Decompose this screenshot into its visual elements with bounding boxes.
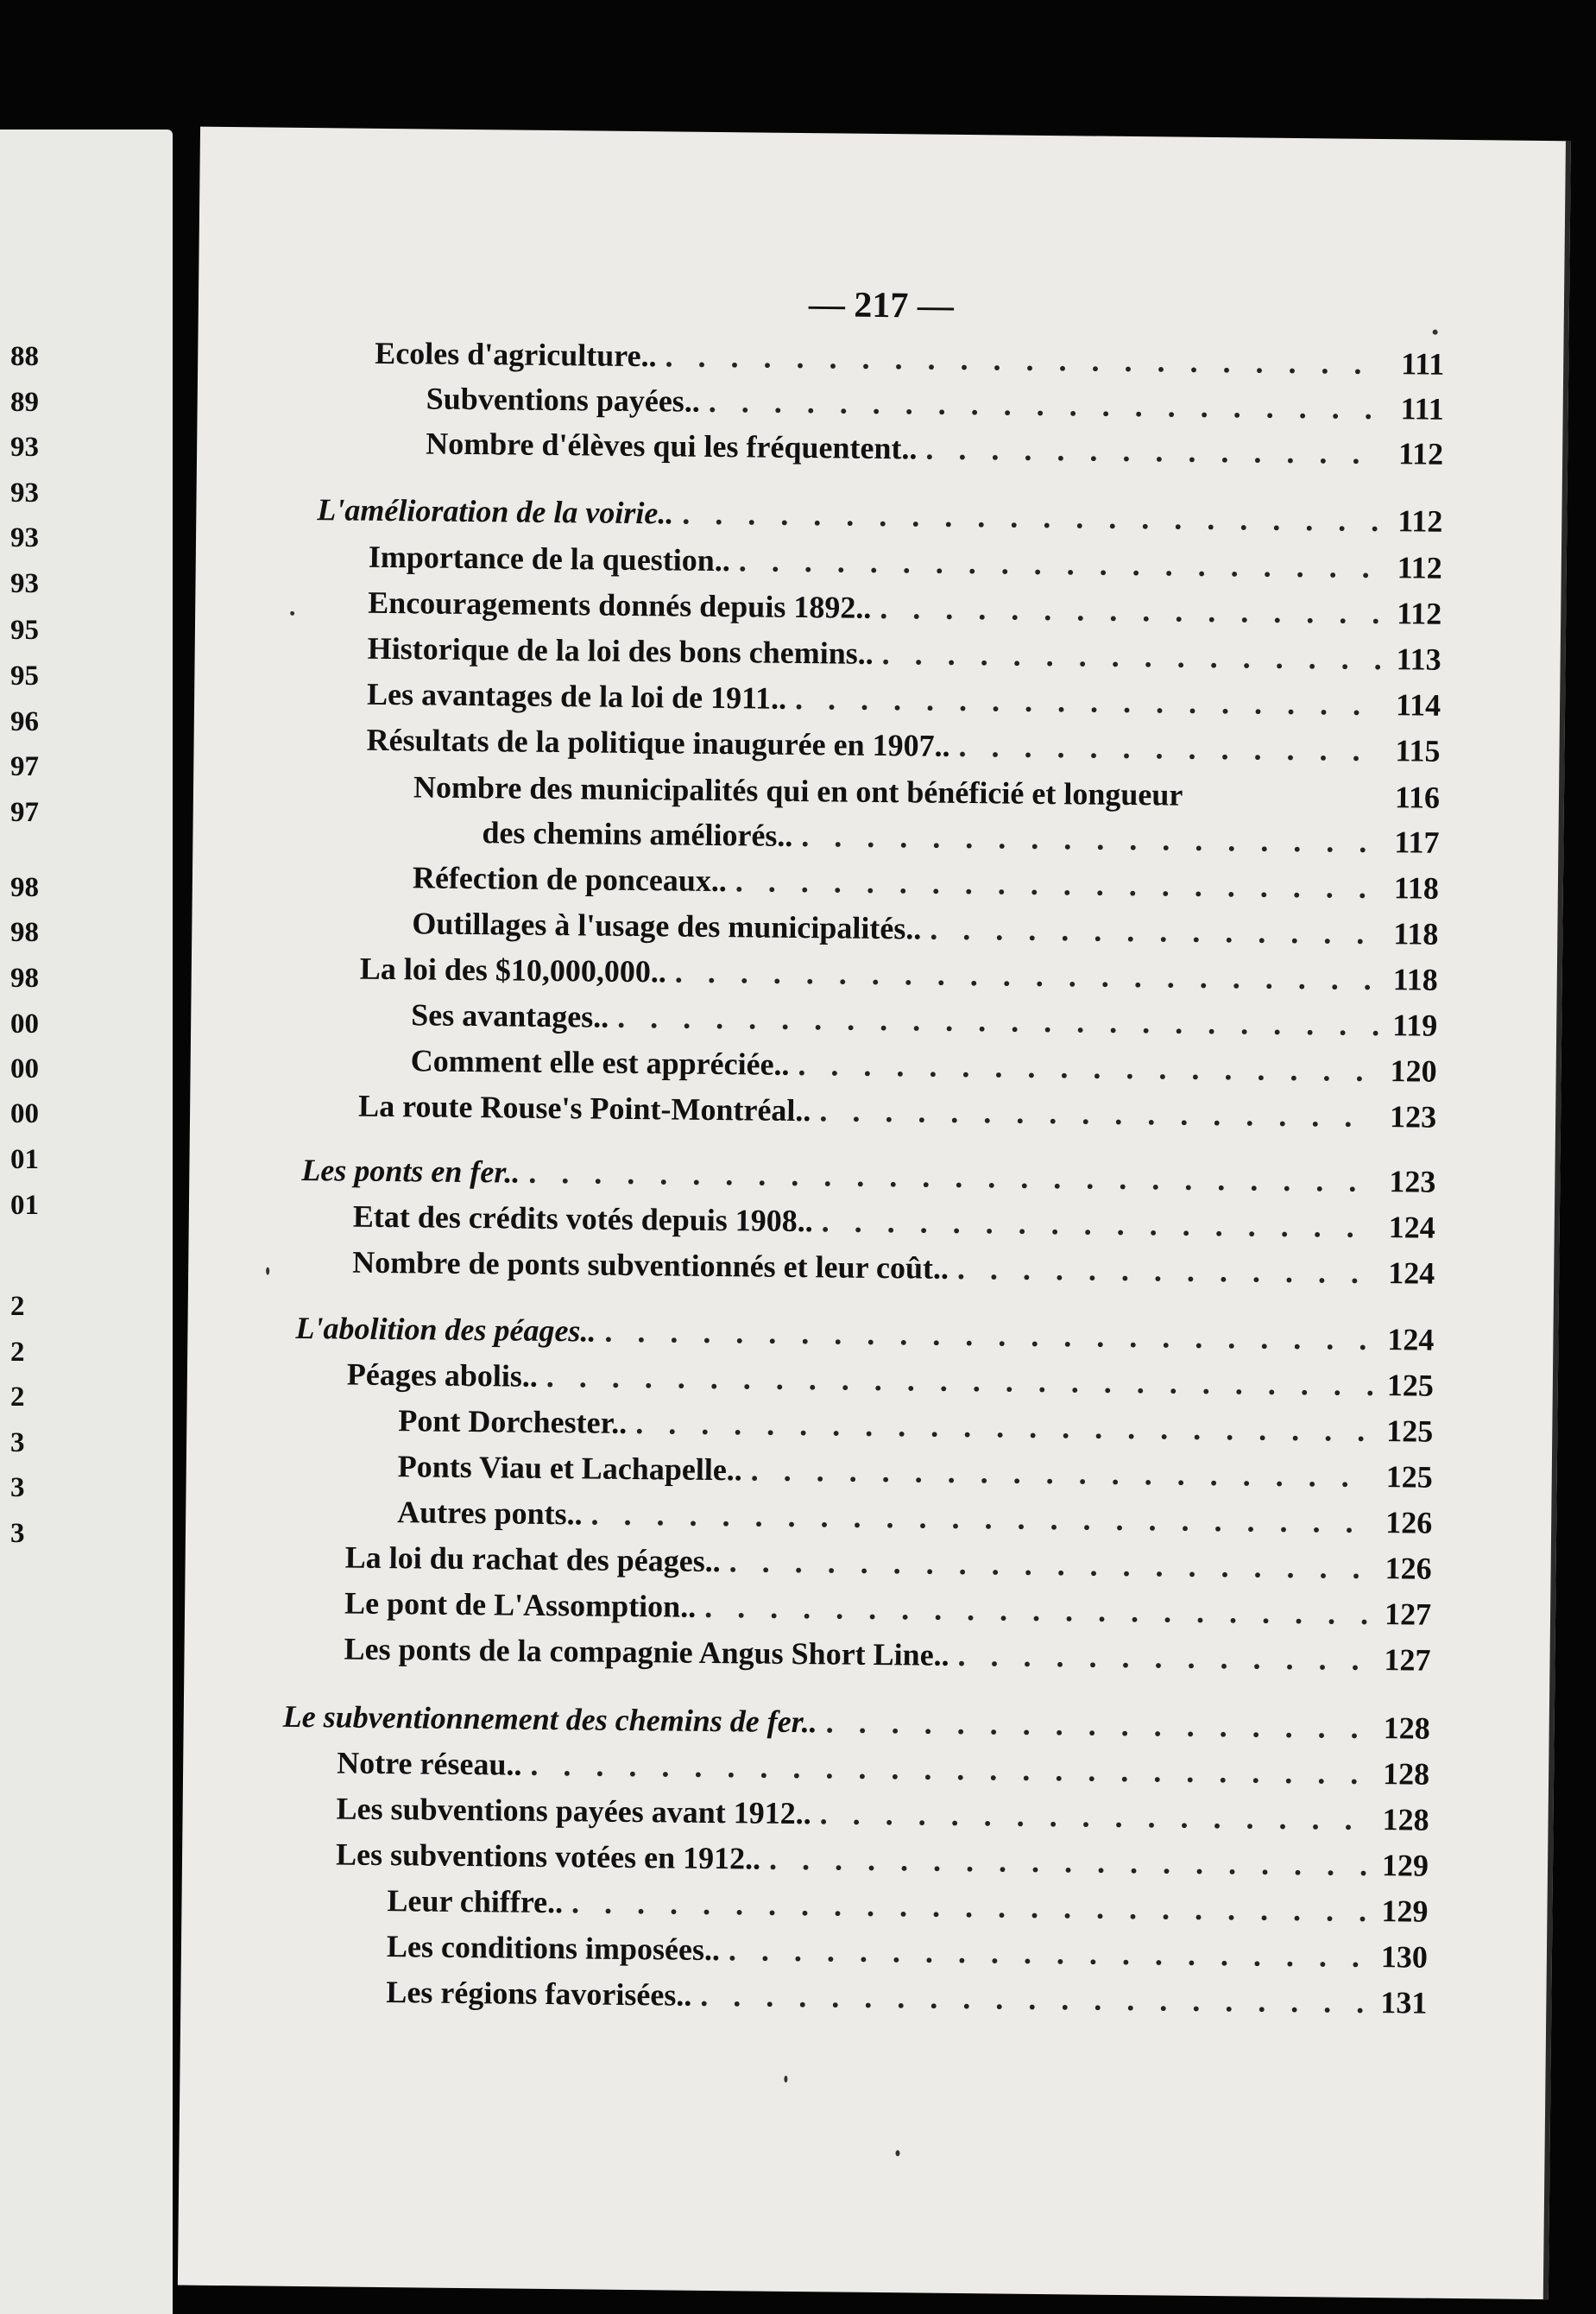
toc-entry-page: 124 xyxy=(1388,1255,1435,1291)
toc-entry-label: Réfection de ponceaux.. xyxy=(412,860,728,899)
leader-dots xyxy=(795,680,1382,724)
toc-entry-label: Les subventions votées en 1912.. xyxy=(335,1837,761,1876)
toc-entry xyxy=(366,721,1440,770)
leader-dots xyxy=(822,1202,1377,1246)
leader-dots xyxy=(819,1091,1378,1135)
toc-entry-page: 111 xyxy=(1400,391,1444,427)
leader-dots xyxy=(729,1542,1372,1587)
toc-entry-page: 129 xyxy=(1381,1848,1429,1883)
leader-dots xyxy=(957,1636,1372,1679)
toc-entry-label: Leur chiffre.. xyxy=(387,1883,564,1920)
toc-entry-page: 118 xyxy=(1393,870,1440,906)
toc-entry-label: Résultats de la politique inaugurée en 1907.. xyxy=(366,722,950,763)
left-page-number: 98 xyxy=(10,963,39,994)
toc-entry-label: Les ponts de la compagnie Angus Short Line.. xyxy=(344,1631,949,1672)
left-page-number: 00 xyxy=(10,1098,39,1129)
toc-entry-page: 120 xyxy=(1390,1053,1437,1089)
left-page-number: 93 xyxy=(10,432,39,463)
leader-dots xyxy=(735,862,1380,907)
toc-entry xyxy=(337,1743,1429,1792)
toc-entry xyxy=(398,1401,1433,1451)
left-page-number: 3 xyxy=(10,1427,25,1458)
left-page-number: 01 xyxy=(10,1190,39,1221)
toc-entry-page: 129 xyxy=(1381,1894,1429,1929)
toc-entry-page: 128 xyxy=(1382,1802,1429,1837)
toc-entry-page: 111 xyxy=(1401,346,1445,382)
toc-entry-page: 115 xyxy=(1395,733,1441,768)
leader-dots xyxy=(798,1046,1378,1090)
left-page-number: 95 xyxy=(10,661,39,692)
toc-entry xyxy=(387,1881,1428,1931)
leader-dots xyxy=(958,727,1381,769)
toc-entry-page: 124 xyxy=(1387,1322,1435,1357)
left-page-number: 00 xyxy=(10,1053,39,1084)
left-page-number: 2 xyxy=(10,1291,25,1322)
toc-entry xyxy=(397,1493,1432,1542)
toc-entry xyxy=(412,904,1438,952)
leader-dots xyxy=(769,1840,1370,1884)
toc-entry-label: L'amélioration de la voirie.. xyxy=(317,492,674,531)
toc-entry-label: Autres ponts.. xyxy=(397,1495,583,1532)
toc-entry-page: 123 xyxy=(1389,1099,1437,1135)
left-page-number: 98 xyxy=(10,917,39,948)
toc-entry xyxy=(367,675,1441,724)
leader-dots xyxy=(604,1312,1375,1358)
toc-entry xyxy=(352,1243,1435,1293)
toc-entry xyxy=(426,379,1444,427)
toc-entry xyxy=(386,1973,1427,2022)
left-page-number: 93 xyxy=(10,477,39,509)
toc-entry-label: Le subventionnement des chemins de fer.. xyxy=(282,1698,817,1740)
toc-entry-label: La loi des $10,000,000.. xyxy=(359,951,667,989)
left-page-number: 3 xyxy=(10,1472,25,1503)
toc-entry xyxy=(367,629,1441,679)
leader-dots xyxy=(801,817,1380,861)
leader-dots xyxy=(571,1883,1370,1930)
leader-dots xyxy=(819,1794,1370,1838)
toc-entry-page: 118 xyxy=(1393,916,1439,952)
toc-entry xyxy=(369,538,1442,587)
toc-entry-page: 112 xyxy=(1397,436,1444,471)
toc-entry-continuation xyxy=(482,813,1439,862)
toc-section-heading xyxy=(295,1309,1434,1359)
toc-entry-label: Etat des crédits votés depuis 1908.. xyxy=(352,1198,814,1239)
left-page-number: 2 xyxy=(10,1337,25,1368)
toc-entry-page: 112 xyxy=(1396,596,1442,631)
toc-entry-label: Nombre d'élèves qui les fréquentent.. xyxy=(426,426,918,466)
leader-dots xyxy=(635,1404,1374,1450)
page-number: — 217 — xyxy=(808,285,955,326)
toc-entry-label: L'abolition des péages.. xyxy=(295,1310,596,1349)
left-page-number: 96 xyxy=(10,706,39,737)
toc-entry-label: Le pont de L'Assomption.. xyxy=(344,1585,697,1624)
toc-entry-label: Les conditions imposées.. xyxy=(386,1929,721,1968)
leader-dots xyxy=(957,1249,1377,1292)
toc-entry-label: Les subventions payées avant 1912.. xyxy=(336,1791,811,1831)
leader-dots xyxy=(704,1588,1372,1633)
toc-entry-page: 131 xyxy=(1380,1985,1428,2020)
toc-entry-page: 125 xyxy=(1386,1413,1434,1449)
left-page-number: 93 xyxy=(10,522,39,553)
toc-section-heading xyxy=(283,1698,1430,1748)
toc-entry xyxy=(411,1041,1437,1090)
toc-entry-page: 127 xyxy=(1384,1642,1431,1678)
paper-speck xyxy=(1433,330,1438,335)
toc-entry-label: Ecoles d'agriculture.. xyxy=(375,335,657,374)
leader-dots xyxy=(882,635,1383,678)
toc-entry-page: 127 xyxy=(1384,1596,1432,1632)
toc-entry-page: 112 xyxy=(1397,550,1442,585)
toc-entry xyxy=(336,1835,1429,1884)
document-page xyxy=(178,127,1571,2299)
toc-entry-label: Historique de la loi des bons chemins.. xyxy=(367,630,874,671)
left-page-fragment xyxy=(0,130,173,2314)
toc-section-heading xyxy=(301,1151,1435,1201)
toc-entry-page: 113 xyxy=(1396,642,1441,677)
toc-entry xyxy=(411,996,1437,1044)
toc-entry xyxy=(344,1630,1430,1679)
toc-entry-page: 123 xyxy=(1389,1164,1436,1199)
toc-entry xyxy=(398,1447,1433,1496)
toc-entry-page: 128 xyxy=(1383,1710,1430,1746)
toc-entry xyxy=(336,1789,1429,1838)
leader-dots xyxy=(682,495,1384,541)
toc-entry xyxy=(358,1087,1436,1136)
leader-dots xyxy=(930,910,1379,952)
toc-entry-label: Ponts Viau et Lachapelle.. xyxy=(397,1449,743,1488)
toc-entry xyxy=(413,858,1439,907)
toc-entry-label: Subventions payées.. xyxy=(426,381,701,419)
toc-entry xyxy=(344,1584,1431,1634)
toc-entry-label: Les avantages de la loi de 1911.. xyxy=(366,676,787,716)
toc-section-heading xyxy=(317,490,1442,541)
paper-speck xyxy=(290,611,294,616)
toc-entry-wrapped xyxy=(413,768,1440,816)
leader-dots xyxy=(751,1451,1374,1495)
toc-entry xyxy=(368,584,1441,633)
toc-entry-label: Ses avantages.. xyxy=(411,997,609,1034)
toc-entry-page: 124 xyxy=(1388,1210,1435,1245)
left-page-number: 00 xyxy=(10,1008,39,1040)
leader-dots xyxy=(590,1495,1373,1541)
toc-entry-page: 130 xyxy=(1380,1939,1429,1975)
toc-entry-page: 117 xyxy=(1394,825,1440,860)
toc-entry-label: Péages abolis.. xyxy=(346,1356,539,1394)
toc-entry-page: 125 xyxy=(1385,1459,1433,1495)
left-page-number: 97 xyxy=(10,751,39,782)
left-page-number: 88 xyxy=(10,341,39,372)
toc-entry-label: Pont Dorchester.. xyxy=(398,1403,628,1440)
toc-entry-page: 126 xyxy=(1385,1551,1432,1586)
leader-dots xyxy=(825,1703,1371,1747)
toc-entry-page: 112 xyxy=(1397,503,1443,539)
leader-dots xyxy=(709,383,1385,427)
toc-entry xyxy=(426,424,1443,472)
paper-speck xyxy=(266,1268,269,1275)
left-page-number: 93 xyxy=(10,568,39,599)
toc-entry-label: La route Rouse's Point-Montréal.. xyxy=(357,1088,811,1129)
toc-entry xyxy=(344,1539,1431,1588)
left-page-number: 3 xyxy=(10,1518,25,1549)
left-page-number: 89 xyxy=(10,387,39,418)
toc-entry-label: Outillages à l'usage des municipalités.. xyxy=(412,906,922,946)
leader-dots xyxy=(617,998,1378,1044)
toc-entry-label: Nombre de ponts subventionnés et leur coût.. xyxy=(352,1244,949,1286)
toc-entry-page: 128 xyxy=(1382,1756,1430,1792)
leader-dots xyxy=(925,430,1385,473)
leader-dots xyxy=(739,541,1384,586)
leader-dots xyxy=(675,952,1379,998)
toc-entry-label: Encouragements donnés depuis 1892.. xyxy=(368,585,872,625)
toc-entry-page: 114 xyxy=(1395,687,1441,723)
leader-dots xyxy=(530,1746,1371,1792)
left-page-number: 2 xyxy=(10,1381,25,1413)
toc-entry-page: 119 xyxy=(1391,1008,1438,1043)
leader-dots xyxy=(546,1357,1375,1404)
toc-entry-page: 118 xyxy=(1392,962,1438,997)
toc-entry xyxy=(375,334,1444,383)
leader-dots xyxy=(880,589,1383,632)
leader-dots xyxy=(665,337,1385,383)
toc-entry xyxy=(360,950,1438,999)
toc-entry xyxy=(353,1198,1435,1247)
toc-entry-page: 125 xyxy=(1386,1368,1435,1403)
toc-entry-label: La loi du rachat des péages.. xyxy=(344,1540,721,1579)
toc-entry-label: Nombre des municipalités qui en ont bénéficié et longueur xyxy=(413,769,1183,812)
leader-dots xyxy=(729,1931,1369,1976)
left-page-number: 98 xyxy=(10,872,39,903)
leader-dots xyxy=(700,1976,1368,2021)
left-page-number: 01 xyxy=(10,1144,39,1175)
toc-entry-page: 116 xyxy=(1394,780,1441,815)
leader-dots xyxy=(528,1154,1377,1200)
toc-entry xyxy=(347,1356,1434,1405)
left-page-number: 95 xyxy=(10,615,39,646)
toc-entry-label: Comment elle est appréciée.. xyxy=(410,1043,790,1082)
toc-entry-label: Les régions favorisées.. xyxy=(386,1975,692,2013)
left-page-number: 97 xyxy=(10,797,39,828)
toc-entry xyxy=(387,1927,1428,1976)
paper-speck xyxy=(784,2076,787,2083)
toc-entry-label: Les ponts en fer.. xyxy=(301,1152,520,1190)
paper-speck xyxy=(895,2150,899,2156)
toc-entry-label: Notre réseau.. xyxy=(337,1745,522,1782)
toc-entry-label: Importance de la question.. xyxy=(368,539,731,578)
toc-entry-label: des chemins améliorés.. xyxy=(482,815,793,853)
toc-entry-page: 126 xyxy=(1385,1505,1433,1540)
